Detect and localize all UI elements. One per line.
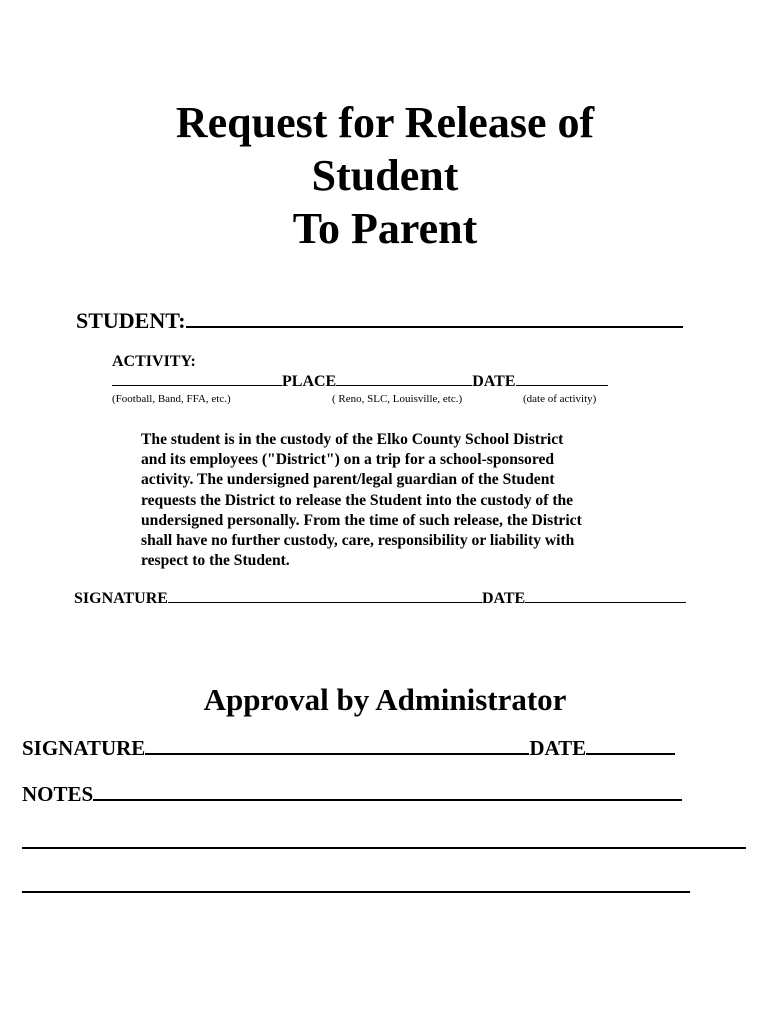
- notes-field[interactable]: [93, 798, 682, 801]
- notes-label: NOTES: [22, 782, 94, 806]
- notes-row: [22, 782, 682, 807]
- release-statement: The student is in the custody of the Elko County School District and its employees ("District") on a trip for a school-sponsored activity. The undersigned parent/legal guardian of the Student requests the District to release the Student into the custody of the undersigned personally. From the time of such release, the District shall have no further custody, care, responsibility or liability with respect to the Student.: [141, 431, 582, 570]
- parent-signature-field[interactable]: [168, 601, 482, 603]
- title-line-1: Request for Release of: [175, 98, 595, 147]
- title-line-2: Student: [311, 151, 459, 200]
- admin-date-field[interactable]: [586, 752, 675, 755]
- approval-heading: Approval by Administrator: [203, 682, 567, 717]
- parent-signature-label: SIGNATURE: [74, 590, 168, 607]
- title-line-3: To Parent: [292, 204, 478, 253]
- place-label: PLACE: [282, 373, 337, 390]
- notes-line-2[interactable]: [22, 847, 746, 849]
- admin-signature-label: SIGNATURE: [22, 736, 146, 760]
- admin-signature-field[interactable]: [145, 752, 529, 755]
- student-row: [76, 308, 683, 334]
- date-hint: (date of activity): [523, 393, 597, 405]
- parent-signature-row: [74, 590, 686, 608]
- student-name-field[interactable]: [186, 325, 683, 328]
- admin-signature-row: [22, 736, 675, 761]
- activity-label: ACTIVITY:: [112, 353, 196, 370]
- activity-field[interactable]: [112, 384, 282, 386]
- notes-line-3[interactable]: [22, 891, 690, 893]
- activity-date-field[interactable]: [516, 384, 608, 386]
- activity-row: [112, 373, 608, 391]
- admin-date-label: DATE: [529, 736, 587, 760]
- parent-date-field[interactable]: [525, 601, 686, 603]
- student-label: STUDENT:: [76, 308, 186, 333]
- form-title: [0, 96, 770, 255]
- place-field[interactable]: [336, 384, 472, 386]
- activity-date-label: DATE: [472, 373, 516, 390]
- parent-date-label: DATE: [481, 590, 526, 607]
- activity-hint: (Football, Band, FFA, etc.): [112, 393, 231, 405]
- place-hint: ( Reno, SLC, Louisville, etc.): [332, 393, 463, 405]
